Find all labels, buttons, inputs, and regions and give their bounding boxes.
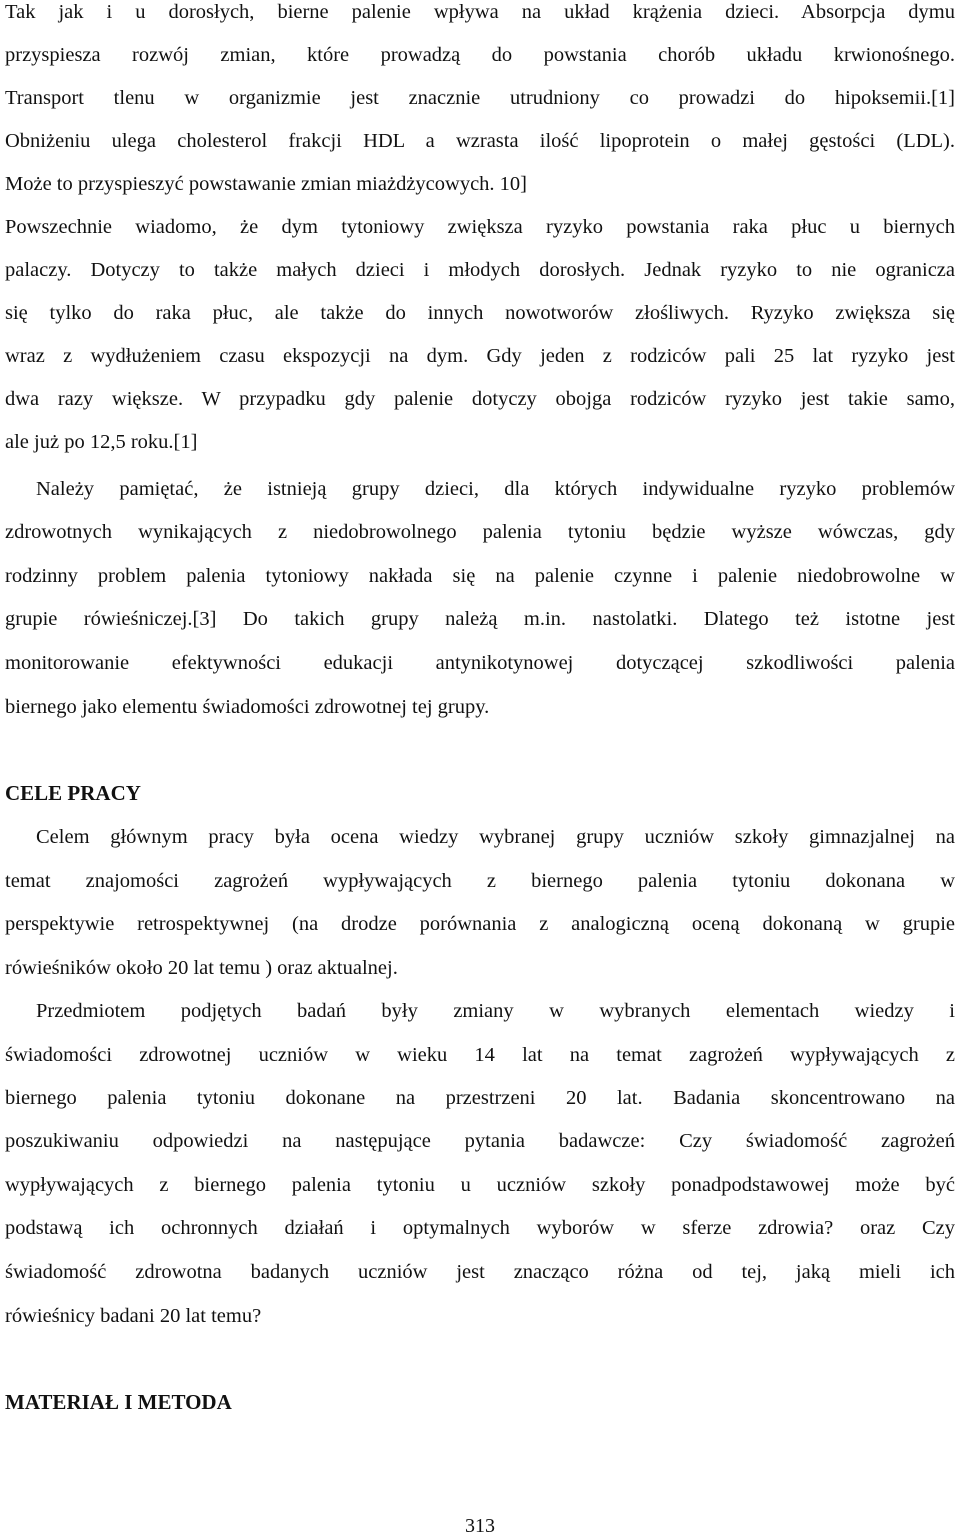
text-line: perspektywie retrospektywnej (na drodze porównania z analogiczną oceną dokonaną w grupie: [5, 913, 955, 935]
text-line: Obniżeniu ulega cholesterol frakcji HDL a wzrasta ilość lipoprotein o małej gęstości (LDL).: [5, 130, 955, 152]
text-line: podstawą ich ochronnych działań i optymalnych wyborów w sferze zdrowia? oraz Czy: [5, 1217, 955, 1239]
text-line: Transport tlenu w organizmie jest znacznie utrudniony co prowadzi do hipoksemii.[1]: [5, 87, 955, 109]
text-line: przyspiesza rozwój zmian, które prowadzą do powstania chorób układu krwionośnego.: [5, 44, 955, 66]
text-line: Celem głównym pracy była ocena wiedzy wybranej grupy uczniów szkoły gimnazjalnej na: [36, 826, 955, 848]
text-line: świadomość zdrowotna badanych uczniów jest znacząco różna od tej, jaką mieli ich: [5, 1261, 955, 1283]
text-line: Przedmiotem podjętych badań były zmiany w wybranych elementach wiedzy i: [36, 1000, 955, 1022]
text-line: dwa razy większe. W przypadku gdy palenie dotyczy obojga rodziców ryzyko jest takie samo,: [5, 388, 955, 410]
text-line: monitorowanie efektywności edukacji antynikotynowej dotyczącej szkodliwości palenia: [5, 652, 955, 674]
text-line: biernego jako elementu świadomości zdrowotnej tej grupy.: [5, 696, 490, 718]
section-heading-goals: CELE PRACY: [5, 781, 141, 805]
text-line: temat znajomości zagrożeń wypływających z biernego palenia tytoniu dokonana w: [5, 870, 955, 892]
text-line: grupie rówieśniczej.[3] Do takich grupy należą m.in. nastolatki. Dlatego też istotne jest: [5, 608, 955, 630]
text-line: rówieśników około 20 lat temu ) oraz aktualnej.: [5, 957, 398, 979]
page-number: 313: [465, 1515, 495, 1537]
text-line: się tylko do raka płuc, ale także do innych nowotworów złośliwych. Ryzyko zwiększa się: [5, 302, 955, 324]
text-line: palaczy. Dotyczy to także małych dzieci i młodych dorosłych. Jednak ryzyko to nie ogranicza: [5, 259, 955, 281]
section-heading-methods: MATERIAŁ I METODA: [5, 1390, 232, 1414]
text-line: biernego palenia tytoniu dokonane na przestrzeni 20 lat. Badania skoncentrowano na: [5, 1087, 955, 1109]
text-line: rówieśnicy badani 20 lat temu?: [5, 1305, 262, 1327]
text-line: ale już po 12,5 roku.[1]: [5, 431, 198, 453]
text-line: wraz z wydłużeniem czasu ekspozycji na dym. Gdy jeden z rodziców pali 25 lat ryzyko jest: [5, 345, 955, 367]
text-line: rodzinny problem palenia tytoniowy nakłada się na palenie czynne i palenie niedobrowolne w: [5, 565, 955, 587]
text-line: Należy pamiętać, że istnieją grupy dzieci, dla których indywidualne ryzyko problemów: [36, 478, 955, 500]
text-line: zdrowotnych wynikających z niedobrowolnego palenia tytoniu będzie wyższe wówczas, gdy: [5, 521, 955, 543]
text-line: poszukiwaniu odpowiedzi na następujące pytania badawcze: Czy świadomość zagrożeń: [5, 1130, 955, 1152]
text-line: Może to przyspieszyć powstawanie zmian miażdżycowych. 10]: [5, 173, 527, 195]
text-line: wypływających z biernego palenia tytoniu u uczniów szkoły ponadpodstawowej może być: [5, 1174, 955, 1196]
text-line: Powszechnie wiadomo, że dym tytoniowy zwiększa ryzyko powstania raka płuc u biernych: [5, 216, 955, 238]
text-line: Tak jak i u dorosłych, bierne palenie wpływa na układ krążenia dzieci. Absorpcja dymu: [5, 1, 955, 23]
text-line: świadomości zdrowotnej uczniów w wieku 14 lat na temat zagrożeń wypływających z: [5, 1044, 955, 1066]
